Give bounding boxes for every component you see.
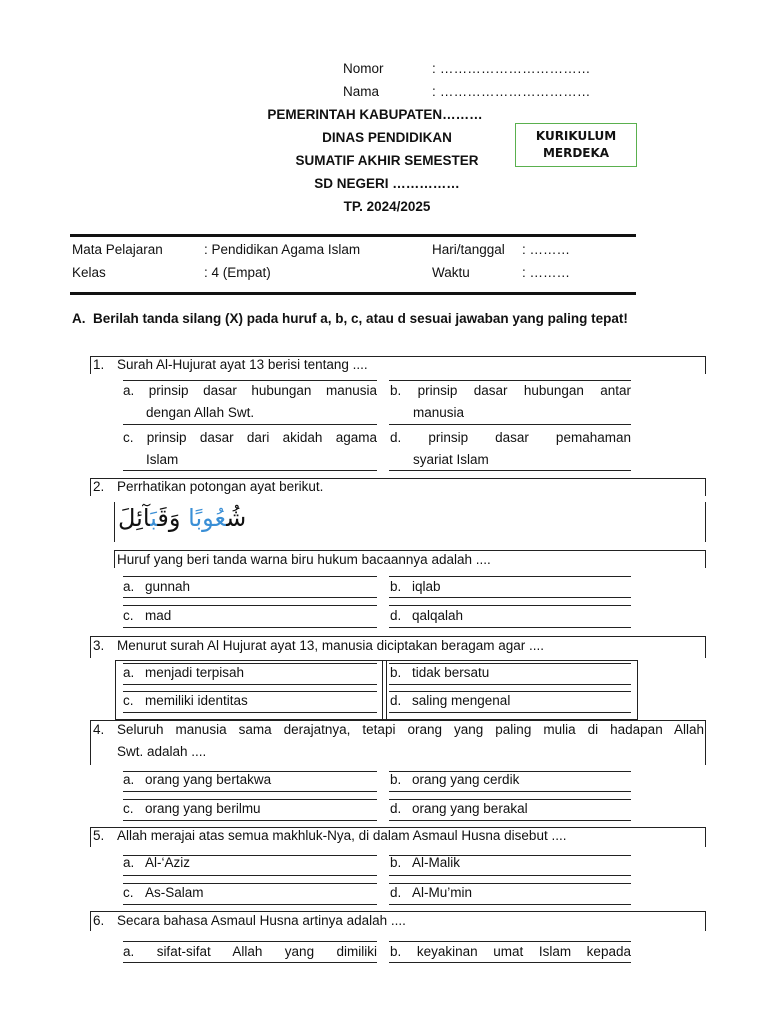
question-3-option-c[interactable]: c. memiliki identitas [123,693,248,708]
header-pemerintah: PEMERINTAH KABUPATEN……… [267,107,483,122]
nomor-value: : …………………………… [432,61,591,76]
question-4-option-d[interactable]: d. orang yang berakal [390,801,528,816]
subject-label: Mata Pelajaran [72,242,163,257]
header-sd-negeri: SD NEGERI …………… [314,176,460,191]
question-5-text: Allah merajai atas semua makhluk-Nya, di dalam Asmaul Husna disebut .... [117,828,567,843]
day-label: Hari/tanggal [432,242,505,257]
question-1-option-b[interactable] [390,380,631,424]
q1-a-line1: prinsip dasar hubungan manusia [148,383,377,398]
q1-c-line1: prinsip dasar dari akidah agama [146,430,377,445]
q1-d-line1: prinsip dasar pemahaman [428,430,631,445]
q1-a-letter: a. [123,383,135,398]
q1-d-line2: syariat Islam [413,452,489,467]
header-rule-bottom [70,292,636,295]
class-label: Kelas [72,265,106,280]
arabic-verse: شُعُوبًا وَقَبَآئِلَ [118,504,247,532]
question-3-text: Menurut surah Al Hujurat ayat 13, manusia diciptakan beragam agar .... [117,638,544,653]
question-4-text-line1: Seluruh manusia sama derajatnya, tetapi orang yang paling mulia di hadapan Allah [117,722,704,737]
class-value: : 4 (Empat) [204,265,271,280]
question-2-option-d[interactable]: d. qalqalah [390,608,464,623]
question-1-option-a[interactable] [123,380,377,424]
question-6-text: Secara bahasa Asmaul Husna artinya adalah .... [117,913,406,928]
nama-value: : …………………………… [432,84,591,99]
badge-line1: KURIKULUM [535,129,617,143]
question-1-number: 1. [93,357,105,372]
question-3-option-a[interactable]: a. menjadi terpisah [123,665,245,680]
section-a-text: Berilah tanda silang (X) pada huruf a, b, c, atau d sesuai jawaban yang paling tepat! [93,311,628,326]
section-a-label: A. [72,311,86,326]
kurikulum-badge [515,123,637,167]
section-a-instruction [72,311,628,326]
question-5-option-d[interactable]: d. Al-Mu’min [390,885,473,900]
question-4-option-c[interactable]: c. orang yang berilmu [123,801,261,816]
question-5-option-b[interactable]: b. Al-Malik [390,855,461,870]
question-4-text-line2: Swt. adalah .... [117,744,207,759]
question-2-number: 2. [93,479,105,494]
question-2-subtext: Huruf yang beri tanda warna biru hukum bacaannya adalah .... [117,552,491,567]
q1-c-letter: c. [123,430,134,445]
header-sumatif: SUMATIF AKHIR SEMESTER [295,153,479,168]
question-1-option-c[interactable] [123,427,377,471]
nomor-label: Nomor [343,61,384,76]
question-5-number: 5. [93,828,105,843]
q1-d-letter: d. [390,430,402,445]
question-3-number: 3. [93,638,105,653]
question-4-option-a[interactable]: a. orang yang bertakwa [123,772,272,787]
q1-a-line2: dengan Allah Swt. [146,405,255,420]
question-4-option-b[interactable]: b. orang yang cerdik [390,772,520,787]
time-value: : ……… [522,265,571,280]
question-5-option-a[interactable]: a. Al-‘Aziz [123,855,191,870]
q1-b-line2: manusia [413,405,465,420]
question-3-option-d[interactable]: d. saling mengenal [390,693,511,708]
q1-c-line2: Islam [146,452,179,467]
question-6-option-b[interactable]: b. keyakinan umat Islam kepada [390,944,631,959]
question-3-option-b[interactable]: b. tidak bersatu [390,665,490,680]
question-2-text: Perrhatikan potongan ayat berikut. [117,479,324,494]
time-label: Waktu [432,265,470,280]
day-value: : ……… [522,242,571,257]
question-4-number: 4. [93,722,105,737]
question-1-option-d[interactable] [390,427,631,471]
header-dinas: DINAS PENDIDIKAN [322,130,452,145]
question-6-number: 6. [93,913,105,928]
header-rule-top [70,234,636,237]
q1-b-letter: b. [390,383,402,398]
question-2-option-a[interactable]: a. gunnah [123,579,191,594]
question-1-text: Surah Al-Hujurat ayat 13 berisi tentang .... [117,357,368,372]
question-2-option-c[interactable]: c. mad [123,608,172,623]
header-tp: TP. 2024/2025 [343,199,431,214]
badge-line2: MERDEKA [542,146,610,160]
nama-label: Nama [343,84,380,99]
question-2-option-b[interactable]: b. iqlab [390,579,441,594]
q1-b-line1: prinsip dasar hubungan antar [417,383,631,398]
question-6-option-a[interactable]: a. sifat-sifat Allah yang dimiliki [123,944,377,959]
subject-value: : Pendidikan Agama Islam [204,242,361,257]
question-5-option-c[interactable]: c. As-Salam [123,885,204,900]
